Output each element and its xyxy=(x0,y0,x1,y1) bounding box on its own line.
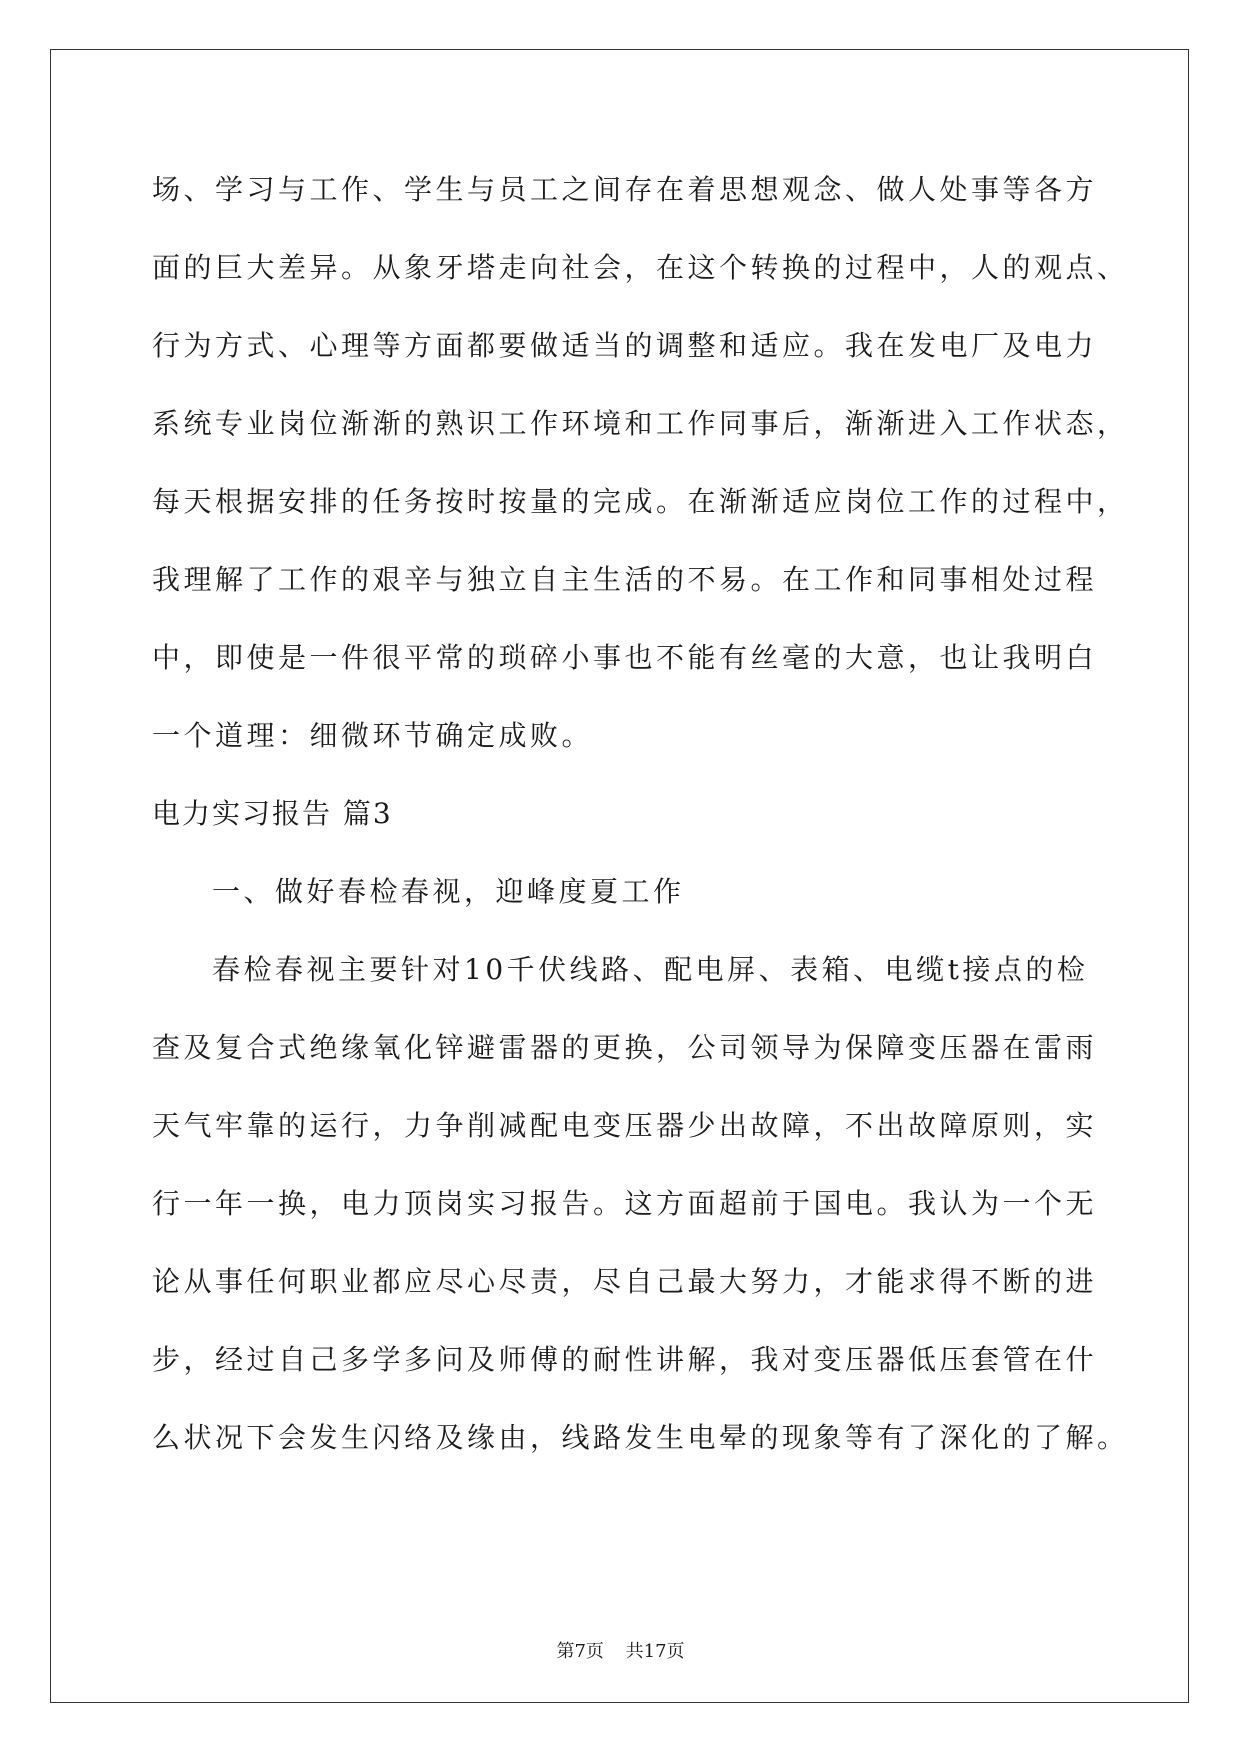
document-body xyxy=(152,160,1129,1486)
text-line: 论从事任何职业都应尽心尽责，尽自己最大努力，才能求得不断的进 xyxy=(152,1265,1098,1298)
text-line: 每天根据安排的任务按时按量的完成。在渐渐适应岗位工作的过程中， xyxy=(152,485,1129,518)
text-line: 查及复合式绝缘氧化锌避雷器的更换，公司领导为保障变压器在雷雨 xyxy=(152,1031,1098,1064)
text-line: 步，经过自己多学多问及师傅的耐性讲解，我对变压器低压套管在什 xyxy=(152,1343,1098,1376)
text-line: 我理解了工作的艰辛与独立自主生活的不易。在工作和同事相处过程 xyxy=(152,563,1098,596)
page-number: 第7页 xyxy=(556,1641,604,1662)
text-line: 天气牢靠的运行，力争削减配电变压器少出故障，不出故障原则，实 xyxy=(152,1109,1098,1142)
text-line: 中，即使是一件很平常的琐碎小事也不能有丝毫的大意，也让我明白 xyxy=(152,641,1098,674)
text-line: 场、学习与工作、学生与员工之间存在着思想观念、做人处事等各方 xyxy=(152,173,1098,206)
subsection-heading: 一、做好春检春视，迎峰度夏工作 xyxy=(212,875,685,908)
page-footer xyxy=(0,1637,1241,1663)
text-line: 么状况下会发生闪络及缘由，线路发生电晕的现象等有了深化的了解。 xyxy=(152,1421,1129,1454)
page-total: 共17页 xyxy=(625,1641,685,1662)
text-line: 一个道理：细微环节确定成败。 xyxy=(152,719,594,752)
text-line: 系统专业岗位渐渐的熟识工作环境和工作同事后，渐渐进入工作状态， xyxy=(152,407,1129,440)
section-heading: 电力实习报告 篇3 xyxy=(152,797,393,830)
text-line: 行为方式、心理等方面都要做适当的调整和适应。我在发电厂及电力 xyxy=(152,329,1098,362)
text-line: 行一年一换，电力顶岗实习报告。这方面超前于国电。我认为一个无 xyxy=(152,1187,1098,1220)
paragraph-first-line: 春检春视主要针对10千伏线路、配电屏、表箱、电缆t接点的检 xyxy=(212,953,1089,986)
text-line: 面的巨大差异。从象牙塔走向社会，在这个转换的过程中，人的观点、 xyxy=(152,251,1129,284)
